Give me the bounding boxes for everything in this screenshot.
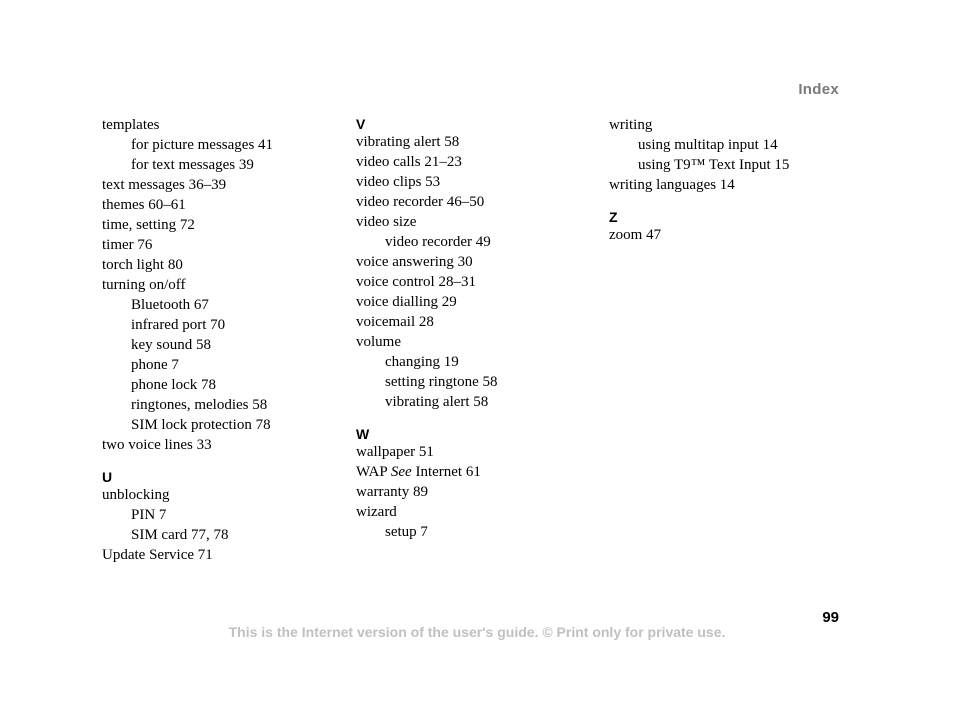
- index-entry: video size: [356, 214, 417, 230]
- index-entry-text: WAP: [356, 464, 391, 480]
- page-number: 99: [822, 609, 839, 626]
- index-entry: writing: [609, 117, 653, 133]
- index-entry: wallpaper 51: [356, 444, 434, 460]
- index-subentry: Bluetooth 67: [131, 297, 209, 313]
- index-entry: templates: [102, 117, 160, 133]
- index-entry: voicemail 28: [356, 314, 434, 330]
- footer-note: [0, 624, 954, 640]
- index-subentry: phone lock 78: [131, 377, 216, 393]
- index-subentry: ringtones, melodies 58: [131, 397, 268, 413]
- index-entry: time, setting 72: [102, 217, 195, 233]
- index-entry: writing languages 14: [609, 177, 735, 193]
- index-section-letter: U: [102, 469, 113, 485]
- index-subentry: PIN 7: [131, 507, 167, 523]
- index-entry: text messages 36–39: [102, 177, 227, 193]
- index-entry: video clips 53: [356, 174, 441, 190]
- index-entry: wizard: [356, 504, 397, 520]
- index-column-3: [609, 115, 849, 245]
- index-section-letter: Z: [609, 209, 618, 225]
- index-entry: voice control 28–31: [356, 274, 476, 290]
- index-entry: turning on/off: [102, 277, 186, 293]
- index-entry: voice answering 30: [356, 254, 473, 270]
- index-subentry: SIM lock protection 78: [131, 417, 271, 433]
- index-entry: zoom 47: [609, 227, 662, 243]
- index-section-letter: W: [356, 426, 370, 442]
- index-subentry: setting ringtone 58: [385, 374, 498, 390]
- index-subentry: infrared port 70: [131, 317, 226, 333]
- index-entry: timer 76: [102, 237, 153, 253]
- index-entry: warranty 89: [356, 484, 429, 500]
- index-subentry: key sound 58: [131, 337, 211, 353]
- index-entry: volume: [356, 334, 401, 350]
- index-entry: video recorder 46–50: [356, 194, 485, 210]
- index-entry: Update Service 71: [102, 547, 213, 563]
- index-entry: two voice lines 33: [102, 437, 212, 453]
- index-column-1: [102, 115, 342, 565]
- index-subentry: SIM card 77, 78: [131, 527, 229, 543]
- index-column-2: [356, 115, 596, 542]
- index-subentry: changing 19: [385, 354, 459, 370]
- index-subentry: vibrating alert 58: [385, 394, 489, 410]
- index-entry: [356, 462, 596, 482]
- index-section-letter: V: [356, 116, 366, 132]
- index-subentry: setup 7: [385, 524, 428, 540]
- running-header-title: Index: [798, 81, 839, 98]
- footer-note-text: This is the Internet version of the user's guide. © Print only for private use.: [228, 624, 726, 640]
- index-entry: themes 60–61: [102, 197, 186, 213]
- index-entry: vibrating alert 58: [356, 134, 460, 150]
- index-entry-see-reference: See: [390, 464, 412, 480]
- index-entry: unblocking: [102, 487, 170, 503]
- index-subentry: for picture messages 41: [131, 137, 274, 153]
- index-entry: torch light 80: [102, 257, 183, 273]
- index-subentry: using T9™ Text Input 15: [638, 157, 790, 173]
- index-subentry: video recorder 49: [385, 234, 491, 250]
- index-subentry: using multitap input 14: [638, 137, 778, 153]
- index-subentry: phone 7: [131, 357, 179, 373]
- index-subentry: for text messages 39: [131, 157, 254, 173]
- index-entry: video calls 21–23: [356, 154, 462, 170]
- index-entry: voice dialling 29: [356, 294, 457, 310]
- index-entry-text-after: Internet 61: [411, 464, 481, 480]
